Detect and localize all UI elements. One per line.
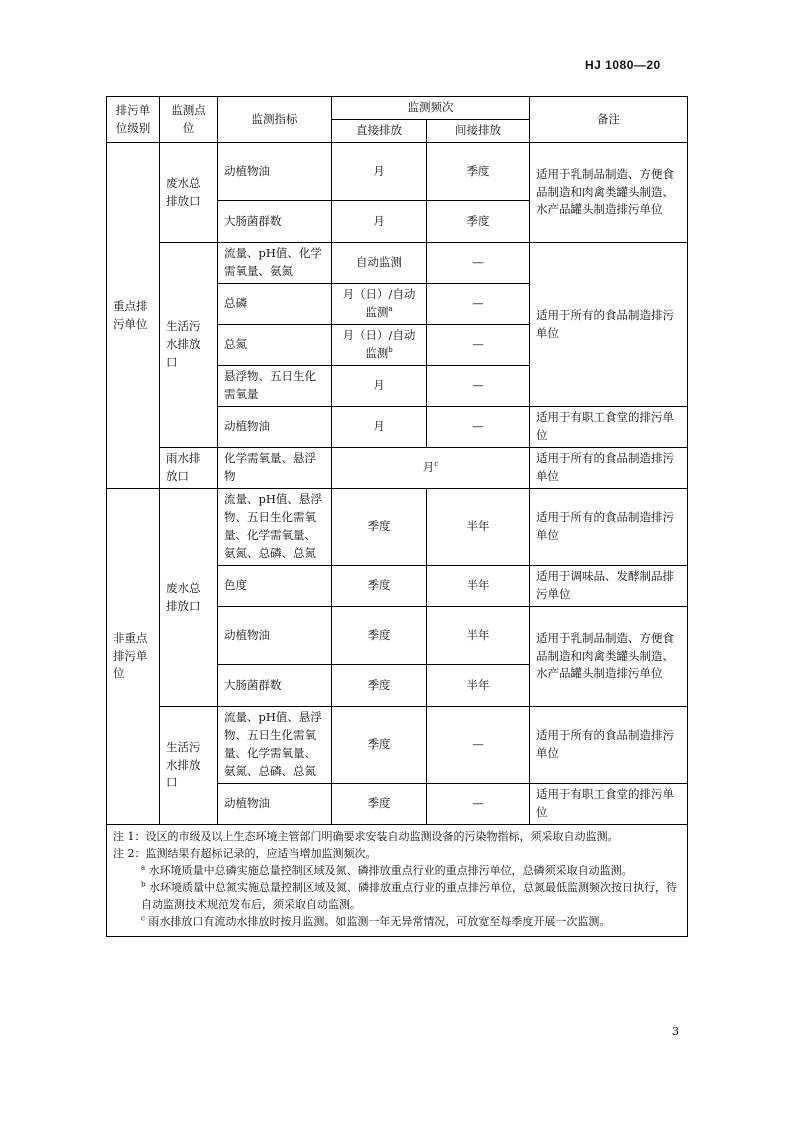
standard-number: HJ 1080—20 <box>585 58 661 72</box>
remark-cell: 适用于有职工食堂的排污单位 <box>530 407 688 448</box>
remark-cell: 适用于乳制品制造、方便食品制造和肉禽类罐头制造、水产品罐头制造排污单位 <box>530 143 688 243</box>
monitoring-frequency-table <box>106 96 688 937</box>
col-header-point: 监测点位 <box>160 97 218 143</box>
freq-indirect-cell: — <box>427 407 530 448</box>
indicator-cell: 动植物油 <box>218 143 332 201</box>
level-nonkey: 非重点排污单位 <box>107 489 160 825</box>
freq-indirect-cell: 半年 <box>427 607 530 665</box>
level-key: 重点排污单位 <box>107 143 160 489</box>
remark-cell: 适用于调味品、发酵制品排污单位 <box>530 566 688 607</box>
remark-cell: 适用于有职工食堂的排污单位 <box>530 784 688 825</box>
indicator-cell: 流量、pH值、化学需氧量、氨氮 <box>218 243 332 284</box>
remark-cell: 适用于所有的食品制造排污单位 <box>530 707 688 784</box>
indicator-cell: 流量、pH值、悬浮物、五日生化需氧量、化学需氧量、氨氮、总磷、总氮 <box>218 489 332 566</box>
note-1: 注 1：设区的市级及以上生态环境主管部门明确要求安装自动监测设备的污染物指标，须采取自动监测。 <box>113 830 619 843</box>
freq-indirect-cell: — <box>427 243 530 284</box>
freq-indirect-cell: 季度 <box>427 201 530 243</box>
freq-direct-cell: 季度 <box>332 665 427 707</box>
indicator-cell: 流量、pH值、悬浮物、五日生化需氧量、化学需氧量、氨氮、总磷、总氮 <box>218 707 332 784</box>
freq-direct-cell: 月（日）/自动监测$^b$ <box>332 325 427 366</box>
freq-indirect-cell: 半年 <box>427 489 530 566</box>
indicator-cell: 悬浮物、五日生化需氧量 <box>218 366 332 407</box>
freq-merged-cell: 月$^c$ <box>332 448 530 489</box>
indicator-cell: 色度 <box>218 566 332 607</box>
remark-cell: 适用于所有的食品制造排污单位 <box>530 243 688 407</box>
col-header-level: 排污单位级别 <box>107 97 160 143</box>
col-header-direct: 直接排放 <box>332 120 427 143</box>
indicator-cell: 总磷 <box>218 284 332 325</box>
freq-direct-cell: 月（日）/自动监测$^a$ <box>332 284 427 325</box>
indicator-cell: 动植物油 <box>218 407 332 448</box>
note-2: 注 2：监测结果有超标记录的，应适当增加监测频次。 <box>113 847 377 861</box>
footnote-a: $^a$ 水环境质量中总磷实施总量控制区域及氮、磷排放重点行业的重点排污单位，总磷须采取自动监测。 <box>141 863 633 878</box>
freq-indirect-cell: — <box>427 325 530 366</box>
freq-indirect-cell: 半年 <box>427 566 530 607</box>
footnote-b: $^b$ 水环境质量中总氮实施总量控制区域及氮、磷排放重点行业的重点排污单位，总氮最低监测频次按日执行，待自动监测技术规范发布后，须采取自动监测。 <box>141 880 677 912</box>
freq-direct-cell: 季度 <box>332 607 427 665</box>
indicator-cell: 动植物油 <box>218 607 332 665</box>
freq-direct-cell: 月 <box>332 201 427 243</box>
page-number: 3 <box>672 1025 679 1038</box>
freq-direct-cell: 季度 <box>332 707 427 784</box>
freq-indirect-cell: — <box>427 366 530 407</box>
freq-direct-cell: 月 <box>332 143 427 201</box>
freq-indirect-cell: 季度 <box>427 143 530 201</box>
freq-direct-cell: 自动监测 <box>332 243 427 284</box>
remark-cell: 适用于乳制品制造、方便食品制造和肉禽类罐头制造、水产品罐头制造排污单位 <box>530 607 688 707</box>
remark-cell: 适用于所有的食品制造排污单位 <box>530 489 688 566</box>
indicator-cell: 大肠菌群数 <box>218 201 332 243</box>
indicator-cell: 总氮 <box>218 325 332 366</box>
point-nonkey-wastewater: 废水总排放口 <box>160 489 218 707</box>
indicator-cell: 化学需氧量、悬浮物 <box>218 448 332 489</box>
col-header-frequency: 监测频次 <box>332 97 530 120</box>
indicator-cell: 动植物油 <box>218 784 332 825</box>
point-nonkey-domestic: 生活污水排放口 <box>160 707 218 825</box>
col-header-remark: 备注 <box>530 97 688 143</box>
point-key-domestic: 生活污水排放口 <box>160 243 218 448</box>
table-notes <box>107 825 688 937</box>
freq-indirect-cell: — <box>427 784 530 825</box>
col-header-indicator: 监测指标 <box>218 97 332 143</box>
indicator-cell: 大肠菌群数 <box>218 665 332 707</box>
freq-indirect-cell: 半年 <box>427 665 530 707</box>
freq-indirect-cell: — <box>427 707 530 784</box>
freq-direct-cell: 季度 <box>332 489 427 566</box>
freq-direct-cell: 季度 <box>332 784 427 825</box>
freq-direct-cell: 月 <box>332 407 427 448</box>
remark-cell: 适用于所有的食品制造排污单位 <box>530 448 688 489</box>
point-key-wastewater: 废水总排放口 <box>160 143 218 243</box>
point-key-rain: 雨水排放口 <box>160 448 218 489</box>
freq-indirect-cell: — <box>427 284 530 325</box>
freq-direct-cell: 季度 <box>332 566 427 607</box>
freq-direct-cell: 月 <box>332 366 427 407</box>
col-header-indirect: 间接排放 <box>427 120 530 143</box>
footnote-c: $^c$ 雨水排放口有流动水排放时按月监测。如监测一年无异常情况，可放宽至每季度开展一次监测。 <box>141 914 611 929</box>
